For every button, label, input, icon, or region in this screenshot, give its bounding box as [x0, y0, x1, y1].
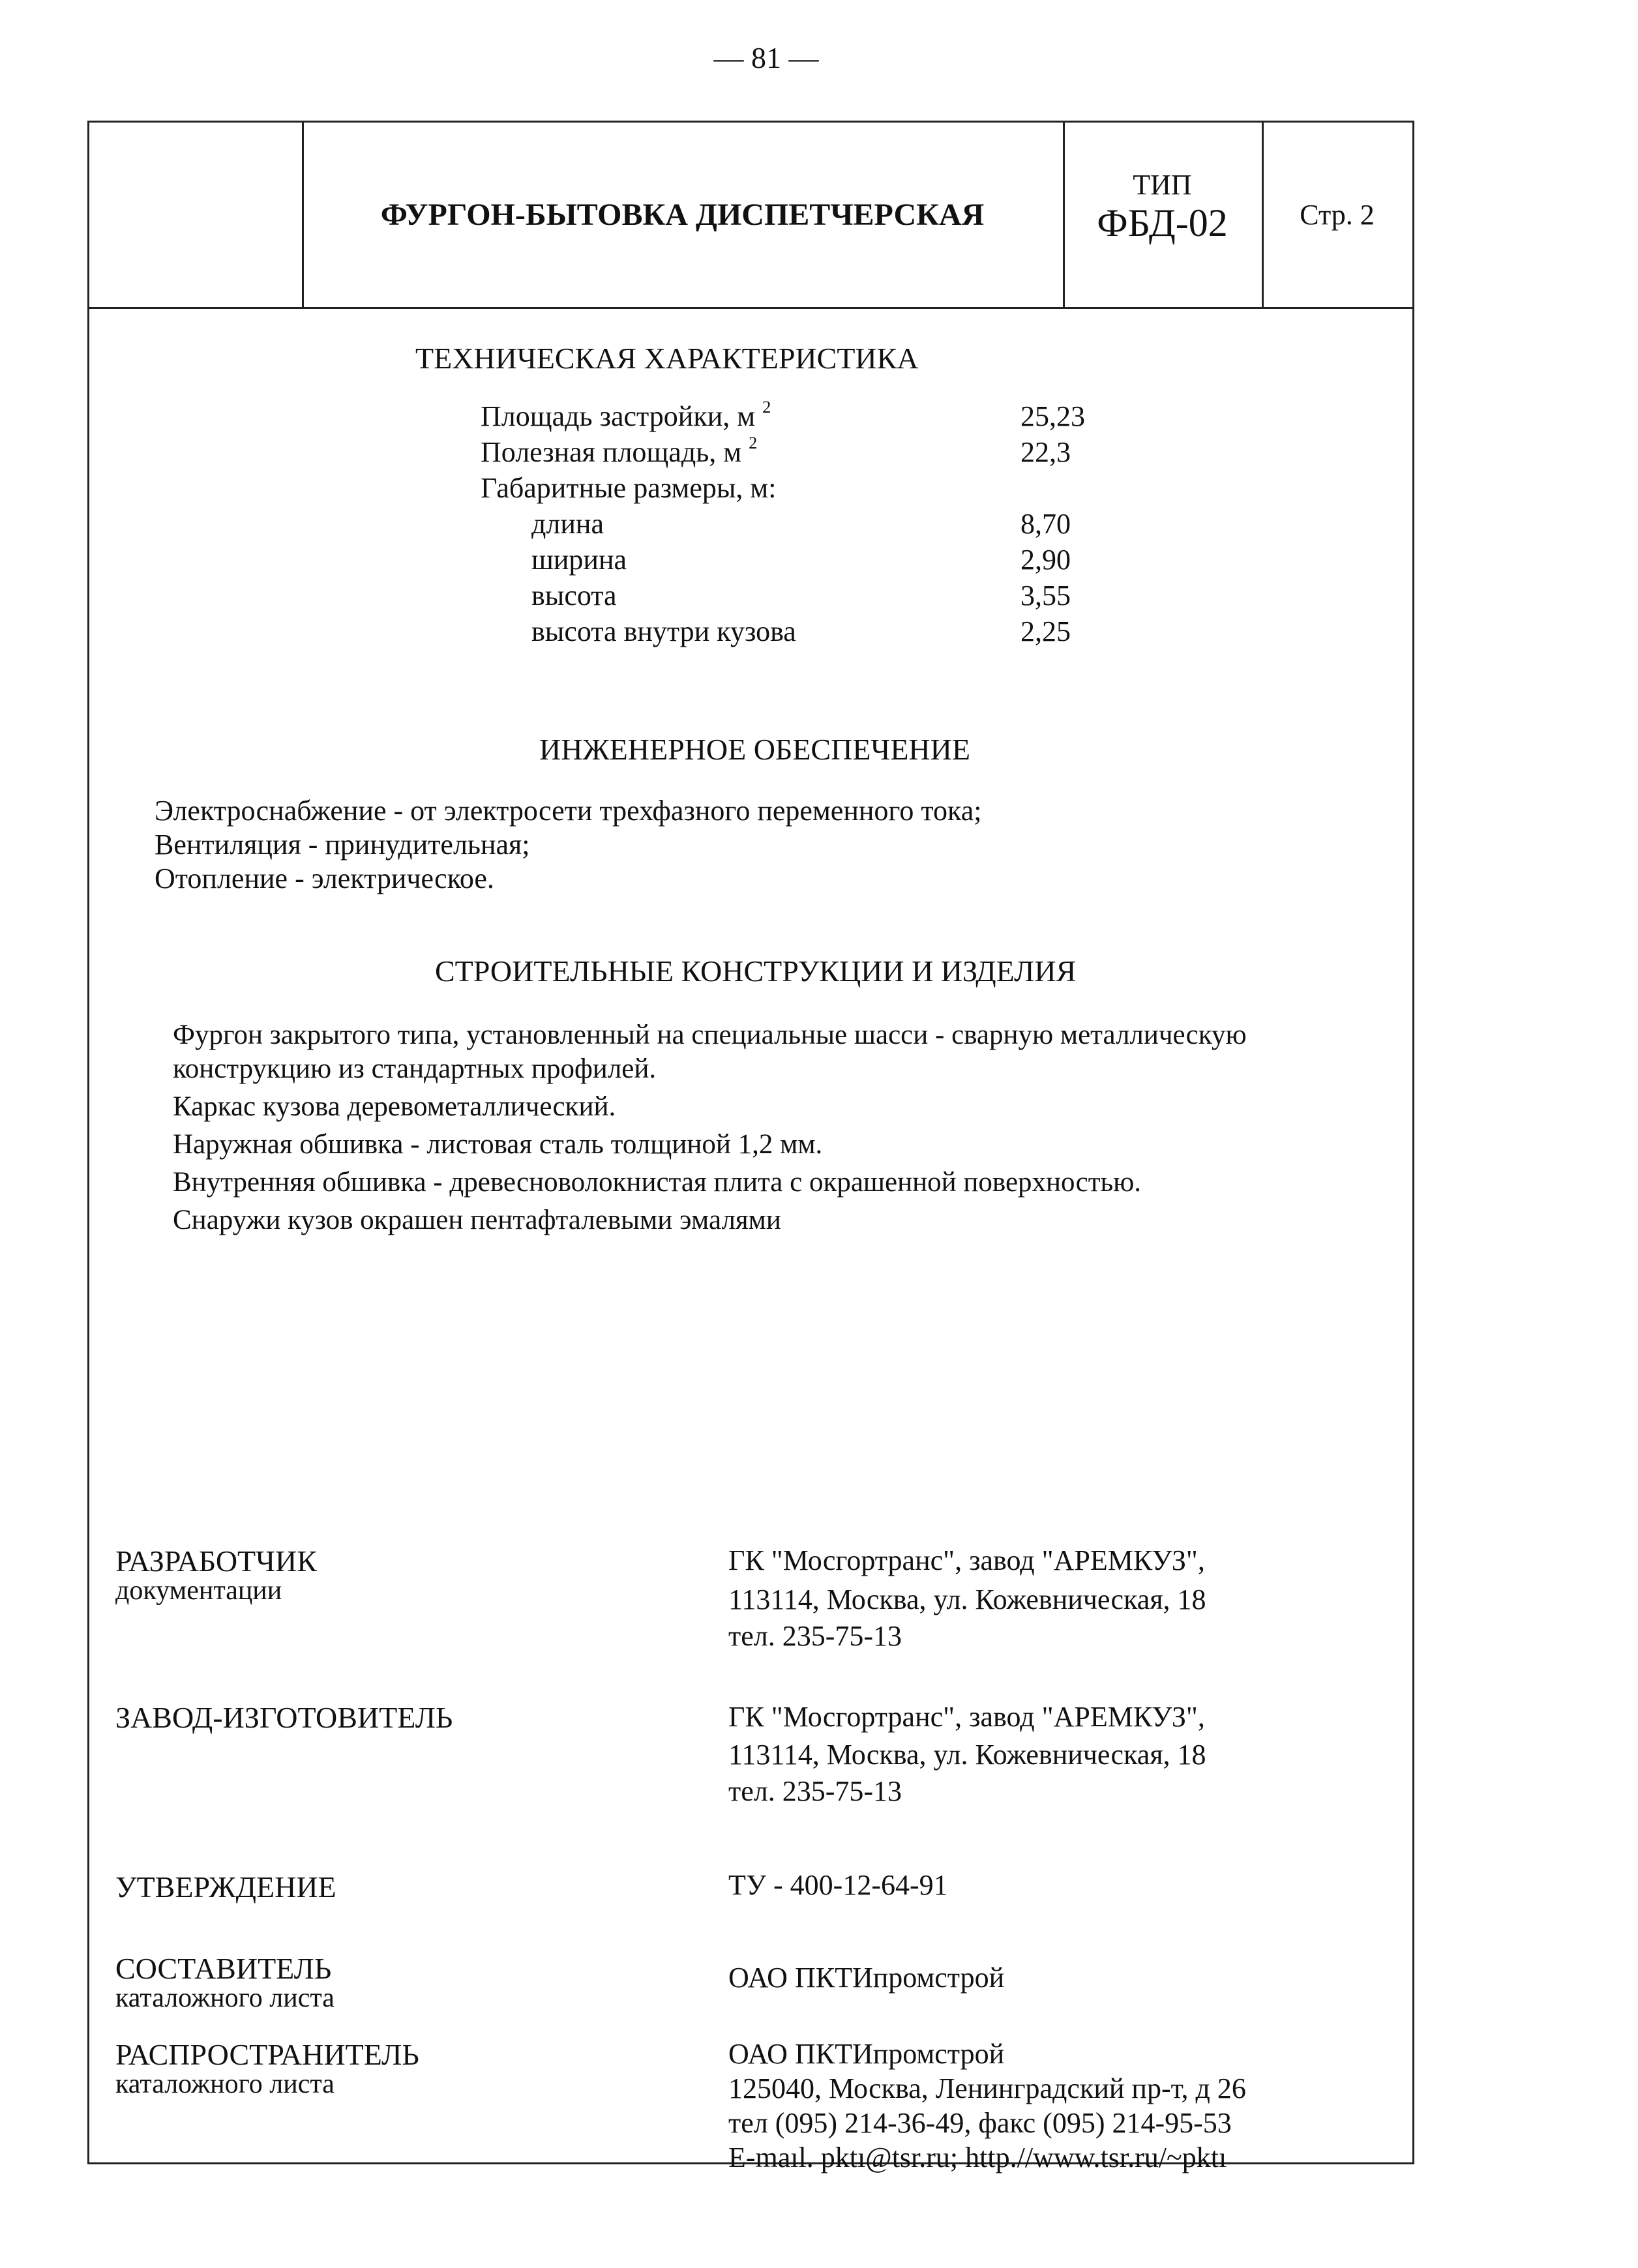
spec-value: 22,3 — [1020, 436, 1071, 468]
construction-line: Внутренняя обшивка - древесноволокнистая плита с окрашенной поверхностью. — [173, 1167, 1141, 1198]
developer-line: тел. 235-75-13 — [728, 1620, 902, 1652]
distributor-label: РАСПРОСТРАНИТЕЛЬ — [115, 2038, 419, 2071]
developer-sublabel: документации — [115, 1576, 282, 1606]
engineering-line: Вентиляция - принудительная; — [155, 829, 530, 861]
developer-label: РАЗРАБОТЧИК — [115, 1544, 317, 1578]
spec-value: 25,23 — [1020, 400, 1085, 432]
spec-label: Габаритные размеры, м: — [481, 472, 777, 504]
header-row — [89, 123, 1412, 309]
construction-line: Снаружи кузов окрашен пентафталевыми эмалями — [173, 1205, 781, 1235]
distributor-line: ОАО ПКТИпромстрой — [728, 2038, 1005, 2070]
construction-line: Фургон закрытого типа, установленный на специальные шасси - сварную металлическую — [173, 1020, 1247, 1050]
spec-label: Полезная площадь, м $^2$ — [481, 433, 758, 468]
construction-heading: СТРОИТЕЛЬНЫЕ КОНСТРУКЦИИ И ИЗДЕЛИЯ — [435, 954, 1077, 988]
construction-line: Наружная обшивка - листовая сталь толщиной 1,2 мм. — [173, 1129, 823, 1160]
spec-label: длина — [531, 508, 604, 540]
developer-line: ГК "Мосгортранс", завод "АРЕМКУЗ", — [728, 1544, 1205, 1576]
spec-value: 2,25 — [1020, 615, 1071, 647]
distributor-line: E-maıl. pktı@tsr.ru; http.//www.tsr.ru/~pktı — [728, 2142, 1227, 2173]
engineering-line: Отопление - электрическое. — [155, 862, 494, 894]
spec-value: 2,90 — [1020, 544, 1071, 576]
compiler-sublabel: каталожного листа — [115, 1983, 335, 2013]
document-title: ФУРГОН-БЫТОВКА ДИСПЕТЧЕРСКАЯ — [380, 198, 985, 232]
type-box — [1063, 123, 1262, 307]
compiler-label: СОСТАВИТЕЛЬ — [115, 1952, 332, 1985]
engineering-heading: ИНЖЕНЕРНОЕ ОБЕСПЕЧЕНИЕ — [539, 733, 970, 766]
page-reference: Стр. 2 — [1300, 199, 1375, 231]
engineering-line: Электроснабжение - от электросети трехфазного переменного тока; — [155, 795, 982, 827]
distributor-line: 125040, Москва, Ленинградский пр-т, д 26 — [728, 2072, 1246, 2104]
spec-label: Площадь застройки, м $^2$ — [481, 397, 771, 432]
spec-value: 8,70 — [1020, 508, 1071, 540]
construction-line: Каркас кузова деревометаллический. — [173, 1091, 616, 1122]
approval-value: ТУ - 400-12-64-91 — [728, 1869, 948, 1901]
page-number: — 81 — — [713, 41, 819, 74]
spec-label: ширина — [531, 544, 627, 576]
document-frame — [87, 121, 1414, 2173]
construction-line: конструкцию из стандартных профилей. — [173, 1053, 657, 1084]
manufacturer-line: 113114, Москва, ул. Кожевническая, 18 — [728, 1739, 1206, 1771]
manufacturer-line: ГК "Мосгортранс", завод "АРЕМКУЗ", — [728, 1701, 1205, 1733]
compiler-value: ОАО ПКТИпромстрой — [728, 1962, 1005, 1994]
developer-line: 113114, Москва, ул. Кожевническая, 18 — [728, 1583, 1206, 1615]
manufacturer-line: тел. 235-75-13 — [728, 1775, 902, 1807]
spec-label: высота — [531, 580, 617, 611]
distributor-sublabel: каталожного листа — [115, 2069, 335, 2099]
type-label: ТИП — [1133, 169, 1192, 201]
manufacturer-label: ЗАВОД-ИЗГОТОВИТЕЛЬ — [115, 1701, 453, 1734]
approval-label: УТВЕРЖДЕНИЕ — [115, 1870, 336, 1904]
spec-label: высота внутри кузова — [531, 615, 796, 647]
spec-value: 3,55 — [1020, 580, 1071, 611]
type-value: ФБД-02 — [1097, 201, 1228, 244]
distributor-line: тел (095) 214-36-49, факс (095) 214-95-53 — [728, 2107, 1232, 2139]
tech-heading: ТЕХНИЧЕСКАЯ ХАРАКТЕРИСТИКА — [415, 342, 919, 375]
